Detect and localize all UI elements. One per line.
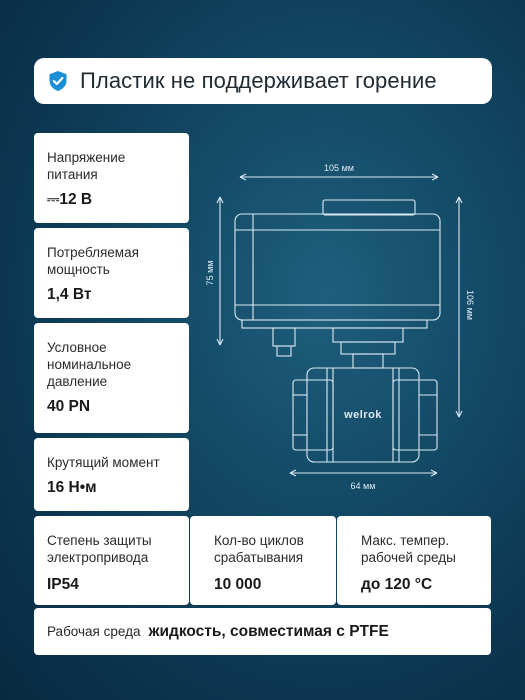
spec-voltage xyxy=(34,133,189,223)
spec-value: 1,4 Вт xyxy=(47,286,92,303)
medium-value: жидкость, совместимая с PTFE xyxy=(148,622,389,640)
spec-cycles xyxy=(190,516,336,605)
dimension-75mm xyxy=(217,197,223,345)
spec-power xyxy=(34,228,189,318)
actuator xyxy=(235,200,440,368)
dimension-105mm xyxy=(240,174,438,180)
dimension-64mm xyxy=(290,470,437,476)
spec-label: Условное номинальное давление xyxy=(47,340,132,389)
dimension-64mm-label: 64 мм xyxy=(350,481,376,491)
banner-title: Пластик не поддерживает горение xyxy=(80,68,437,93)
dimension-106mm-label: 106 мм xyxy=(465,290,475,320)
spec-value: до 120 °C xyxy=(361,576,433,593)
banner xyxy=(34,58,492,104)
spec-value: 10 000 xyxy=(214,576,262,593)
spec-value: 40 PN xyxy=(47,398,91,415)
spec-pressure xyxy=(34,323,189,433)
brand-logo: welrok xyxy=(344,409,382,421)
dimension-105mm-label: 105 мм xyxy=(324,163,354,173)
spec-label: Степень защиты электропривода xyxy=(47,533,152,565)
spec-label: Напряжение питания xyxy=(47,150,126,182)
spec-temperature xyxy=(337,516,491,605)
spec-protection xyxy=(34,516,189,605)
spec-value: ⎓12 В xyxy=(47,191,93,208)
valve-dimension-drawing xyxy=(195,155,495,500)
medium-label: Рабочая среда xyxy=(47,624,141,639)
working-medium xyxy=(34,608,491,655)
dimension-75mm-label: 75 мм xyxy=(205,260,215,286)
spec-value: 16 Н•м xyxy=(47,479,97,496)
spec-value: IP54 xyxy=(47,576,79,593)
spec-torque xyxy=(34,438,189,511)
spec-label: Потребляемая мощность xyxy=(47,245,139,277)
dimension-106mm xyxy=(456,197,462,417)
spec-label: Кол-во циклов срабатывания xyxy=(214,533,304,565)
shield-check-icon xyxy=(48,70,68,92)
spec-label: Макс. темпер. рабочей среды xyxy=(361,533,456,565)
spec-label: Крутящий момент xyxy=(47,455,160,470)
